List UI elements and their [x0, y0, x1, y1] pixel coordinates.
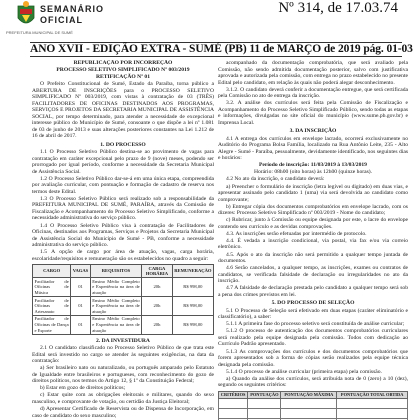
clause-1-1: 1.1 O Processo Seletivo Público destina-se ao provimento de vagas para contratação em caráter excepcional pelo prazo de 9 (nove) meses, podendo ser prorrogado por igual período, conforme a necessidade da Secretaria Municipal de Assistência Social. — [32, 149, 214, 175]
clause-5-1-4: 5.1.4 O processo de análise curricular (primeira etapa) pela comissão. — [226, 368, 382, 375]
table-cell — [248, 399, 281, 409]
table-header-cell: CARGA HORÁRIA — [142, 265, 173, 278]
headline-bottom-rule — [30, 56, 402, 57]
clause-5-1-4-a: a) Quando da análise dos currículos, será atribuída nota de 0 (zero) a 10 (dez), segundo os seguintes critérios: — [218, 375, 408, 389]
table-cell — [219, 399, 248, 409]
table-cell: Facilitador de Oficinas de Artesanato — [34, 297, 69, 314]
clause-4-7: 4.7 A falsidade de declaração prestada pelo candidato a qualquer tempo será sob a pena dos crimes previstos em lei. — [218, 285, 408, 298]
clause-1-4: 1.4 O Processo Seletivo Público visa à contratação de Facilitadores de Oficinas, destinados aos Programas, Serviços e Projetos da Secretaria Municipal de Assistência Social do Município de Sumé - PB, conforme a necessidade administrativa do serviço público. — [32, 222, 214, 249]
section-title-selection: 5. DO PROCESSO DE SELEÇÃO — [271, 300, 355, 307]
table-header-cell: CARGO — [33, 265, 71, 278]
table-cell: 01 — [71, 315, 91, 334]
table-cell: Ensino Médio Completo e Experiência na área de atuação — [92, 297, 140, 314]
clause-2-1-a: a) Ser brasileiro nato ou naturalizado, ou português amparado pelo Estatuto de Igualdade entre brasileiros e portugueses, com reconhecimento do gozo de direitos políticos, nos termos do Artigo 12, § 1º da Constituição Federal; — [32, 365, 214, 385]
table-cell: Ensino Médio Completo e Experiência na área de atuação — [92, 278, 140, 296]
table-header-row — [33, 265, 214, 278]
table-cell: 01 — [71, 297, 91, 316]
clause-3-1-1: acompanhado da documentação comprobatória, que será avaliado pela Comissão, não sendo admitida documentação posterior, salvo com justificativa aprovada e autorizada pela comissão, com entrega no prazo estabelecido no presente Edital pelo candidato, em relação às quais não poderá alegar desconhecimento. — [218, 60, 408, 86]
clause-2-1-c: c) Estar quite com as obrigações eleitorais e militares, quando do sexo masculino, e comprovante de votação, ou certidão da Justiça Eleitoral; — [32, 392, 214, 405]
masthead — [0, 0, 420, 46]
scoring-header-row — [219, 391, 408, 399]
scoring-table — [218, 391, 408, 420]
municipal-coat-of-arms-icon — [14, 0, 38, 30]
scoring-header-cell: CRITÉRIOS — [219, 391, 248, 399]
table-row — [33, 315, 214, 334]
clause-3-2: 3.2. A análise dos currículos será feita pela Comissão de Fiscalização e Acompanhamento do Processo Seletivo Simplificado Público, sendo todas as etapas e informações, divulgadas no site oficial do município (www.sume.pb.gov.br) e Imprensa Local. — [218, 100, 408, 126]
registration-hours: Horário: 08h00 (oito horas) às 12h00 (quinze horas). — [253, 169, 373, 176]
table-cell: 20h — [142, 297, 173, 316]
table-row — [219, 409, 408, 419]
clause-1-2: 1.2 O Processo Seletivo Público dar-se-á em uma única etapa, compreendida por avaliação curricular, com pontuação e formação de cadastro de reserva nos termos deste Edital. — [32, 175, 214, 195]
table-cell: R$ 998,00 — [172, 278, 213, 297]
table-cell — [248, 409, 281, 419]
table-header-cell: VAGAS — [71, 265, 91, 278]
process-title: PROCESSO SELETIVO SIMPLIFICADO Nº 003/2019 — [56, 67, 190, 74]
clause-4-1: 4.1 A entrega dos currículos em envelope lacrado, ocorrerá exclusivamente no Auditório do Programa Bolsa Família, localizado na Rua Antônio Leite, 235 - Alto Alegre - Sumé - Paraíba, pessoalmente, devidamente identificado, nos seguintes dias e horários: — [218, 135, 408, 162]
clause-4-2: 4.2 No ato da inscrição, o candidato deverá: — [226, 176, 325, 183]
clause-5-1-3: 5.1.3 As comprovações dos currículos e dos documentos comprobatórios que forem apresentados sob a forma de cópias serão realizados pela equipe técnica designada pela comissão. — [218, 348, 408, 368]
table-cell: 01 — [71, 278, 91, 297]
table-cell: 20h — [142, 278, 173, 297]
table-header-cell: REMUNERAÇÃO — [172, 265, 213, 278]
section-title-investiture: 2. DA INVESTIDURA — [96, 337, 150, 344]
headline-bar — [0, 42, 420, 57]
clause-4-4: 4.4. É vedada a inscrição condicional, via postal, via fax e/ou via correio eletrônico. — [218, 237, 408, 251]
clause-4-3: 4.3. As inscrições serão efetuadas por intermédio de protocolo. — [226, 230, 367, 237]
clause-2-1: 2.1 O candidato classificado no Processo Seletivo Público de que trata este Edital será investido no cargo se atender às seguintes exigências, na data da contratação: — [32, 345, 214, 365]
left-column — [32, 60, 214, 420]
table-cell: Ensino Médio Completo e Experiência na área de atuação — [92, 316, 140, 333]
republication-notice: REPUBLICAÇÃO POR INCORREÇÃO — [73, 60, 173, 66]
section-title-process: 1. DO PROCESSO — [100, 141, 146, 148]
table-cell: 20h — [142, 315, 173, 334]
table-cell: Facilitador de Oficinas de Dança e Esporte — [34, 316, 69, 333]
table-cell — [219, 409, 248, 419]
table-cell — [337, 399, 408, 409]
scoring-header-cell: PONTUAÇÃO MÁXIMA — [281, 391, 337, 399]
table-header-cell: REQUISITOS — [90, 265, 141, 278]
table-row — [33, 278, 214, 297]
positions-table — [32, 264, 214, 335]
table-cell — [281, 409, 337, 419]
clause-4-6: 4.6 Serão cancelados, a qualquer tempo, as inscrições, exames ou contratos de candidatos, se verificada falsidade de declaração ou irregularidades no ato da inscrição. — [218, 265, 408, 285]
table-row — [33, 297, 214, 316]
brand-title — [40, 4, 250, 28]
scoring-header-cell: PONTUAÇÃO TOTAL OBTIDA — [337, 391, 408, 399]
table-cell: R$ 998,00 — [172, 297, 213, 316]
clause-4-2-c: c) Rubricar, junto à Comissão ou equipe designada por este, o lacre do envelope contendo seu currículo e as devidas comprovações. — [218, 217, 408, 230]
issue-number: Nº 314, de 17.03.74 — [278, 0, 398, 16]
table-cell — [337, 409, 408, 419]
brand-line-1: SEMANÁRIO — [40, 4, 105, 14]
clause-5-1-2: 5.1.2 O processo de autenticação dos documentos comprobatórios curriculares será realizado pela equipe designada pela comissão. Todos com dedicação ao Currículo Padrão apresentado. — [218, 328, 408, 348]
logo-caption: PREFEITURA MUNICIPAL DE SUMÉ — [6, 30, 73, 35]
registration-period: Período de inscrição: 11/03/2019 à 13/03/2019 — [259, 162, 367, 169]
opening-paragraph: O Prefeito Constitucional de Sumé, Estado da Paraíba, torna público a ABERTURA DE INSCRIÇÕES para o PROCESSO SELETIVO SIMPLIFICADO Nº 003/2019, com vistas à contratação de 03 (TRÊS) FACILITADORES DE OFICINAS DESTINADOS AOS PROGRAMAS, SERVIÇOS E PROJETOS DA SECRETARIA MUNICIPAL DE ASSISTÊNCIA SOCIAL, por tempo determinado, para atender a necessidade de excepcional interesse público do Município de Sumé, consoante o que dispõe a lei nº 1.081 de 03 de junho de 2013 e suas alterações posteriores constantes na Lei 1.212 de 16 de abril de 2017. — [32, 81, 214, 140]
scoring-header-cell: PONTUAÇÃO — [248, 391, 281, 399]
table-cell: Facilitador de Oficinas de Música — [34, 278, 69, 296]
clause-2-1-d: d) Apresentar Certificado de Reservista ou de Dispensa de Incorporação, em caso de candidato do sexo masculino; — [32, 406, 214, 419]
right-column — [218, 60, 408, 420]
edition-headline: ANO XVII - EDIÇÃO EXTRA - SUMÉ (PB) 11 de MARÇO de 2019 pág. 01-03 — [30, 43, 413, 55]
clause-1-5: 1.5 A opção de cargo por área de atuação, vagas, carga horária, escolaridade/requisitos e remuneração são os estabelecidos no quadro a seguir: — [32, 249, 214, 262]
rectification-title: RETIFICAÇÃO Nº 01 — [95, 74, 151, 81]
clause-4-2-b: b) Entregar cópia dos documentos comprobatórios em envelope lacrado, com os dizeres: Processo Seletivo Simplificado nº 003/2019 - Nome do candidato; — [218, 203, 408, 217]
section-title-registration: 3. DA INSCRIÇÃO — [289, 128, 337, 135]
clause-2-1-b: b) Estar em gozo de direitos políticos; — [40, 385, 126, 392]
clause-1-3: 1.3 O Processo Seletivo Público será realizado sob a responsabilidade da PREFEITURA MUNICIPAL DE SUMÉ, PARAÍBA, através da Comissão de Fiscalização e Acompanhamento do Processo Seletivo Simplificado, conforme a necessidade administrativa do serviço público. — [32, 195, 214, 222]
brand-line-2: OFICIAL — [40, 15, 83, 25]
table-cell: R$ 998,00 — [172, 315, 213, 334]
clause-5-1: 5.1 O Processo de Seleção será efetivado em duas etapas (caráter eliminatório e classificatório), a saber: — [218, 307, 408, 321]
table-row — [219, 399, 408, 409]
clause-4-5: 4.5. Após o ato da inscrição não será permitido a qualquer tempo juntada de documentos. — [218, 251, 408, 265]
table-cell — [281, 399, 337, 409]
clause-4-2-a: a) Preencher o formulário de inscrição (letra legível ou digitado) em duas vias, e apresentar assinado pelo candidato 1 (uma) via será devolvida ao candidato como comprovante; — [218, 183, 408, 203]
clause-3-1-2: 3.1.2. O candidato deverá conferir a documentação entregue, que será certificada pela Comissão no ato de entrega da inscrição. — [218, 86, 408, 100]
clause-5-1-1: 5.1.1 A primeira fase do processo seletivo será constituída de análise curricular; — [226, 321, 405, 328]
